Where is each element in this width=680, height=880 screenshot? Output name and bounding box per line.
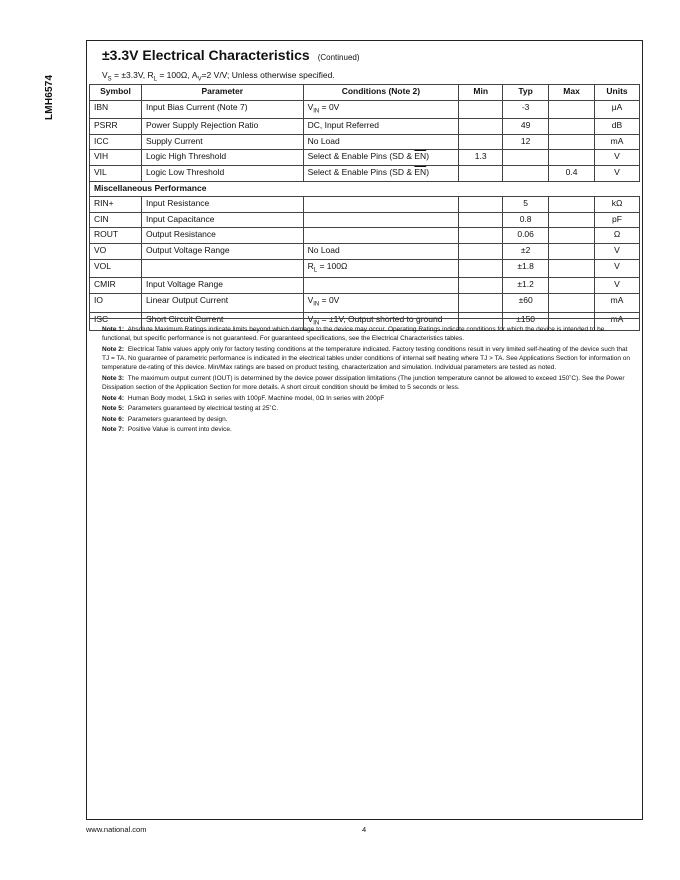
cond-pre: V [307,294,314,305]
footnote-text: Electrical Table values apply only for factory testing conditions at the temperature indicated. Factory testing conditions result in very limited self-heating of the device such that TJ = TA. No guarantee of parametric performance is indicated in the electrical tables under conditions of internal self heating where TJ > TA. See Applications Section for information on temperature de-rating of this device. Min/Max ratings are based on product testing, characterization and simulation. Individual parameters are tested as noted. [102,345,630,372]
header-symbol: Symbol [90,85,142,101]
cell-parameter: Logic Low Threshold [141,166,303,182]
cond-sub: IN [313,301,320,308]
cell-conditions [303,259,459,278]
cell-min [459,119,503,135]
cell-min [459,166,503,182]
cond-sub: V [197,76,202,83]
cond-pre: R [307,260,314,271]
cond-overline: $\overline{EN}$ [414,167,427,178]
cell-max [549,259,595,278]
cell-typ: 49 [503,119,549,135]
cell-typ: 5 [503,197,549,213]
cell-max [549,212,595,228]
cell-units: mA [595,312,640,331]
cell-units: μA [595,100,640,119]
cell-symbol: RIN+ [90,197,142,213]
header-parameter: Parameter [141,85,303,101]
cell-min [459,134,503,150]
cond-pre: DC, Input Referred [307,120,379,131]
cell-max [549,197,595,213]
footnote-text: Human Body model, 1.5kΩ in series with 100pF. Machine model, 0Ω In series with 200pF [127,394,385,402]
cond-text: =2 V/V; Unless otherwise specified. [201,70,335,80]
part-number-label: LMH6574 [44,74,55,120]
cell-min [459,212,503,228]
table-row [90,197,640,213]
footnote [102,394,632,403]
cell-max [549,244,595,260]
cell-typ: ±60 [503,293,549,312]
test-conditions [102,70,335,83]
cell-min [459,244,503,260]
cell-parameter: Input Voltage Range [141,278,303,294]
cell-parameter: Input Resistance [141,197,303,213]
cell-max [549,134,595,150]
cond-post: = ±1V, Output shorted to ground [319,313,443,324]
cell-symbol: IBN [90,100,142,119]
footnote [102,374,632,392]
cell-typ: ±150 [503,312,549,331]
cond-sub: IN [313,320,320,327]
cell-symbol: CIN [90,212,142,228]
cell-conditions [303,150,459,166]
table-row [90,150,640,166]
table-row [90,259,640,278]
cell-units: V [595,278,640,294]
section-row [90,181,640,197]
cell-conditions [303,119,459,135]
cell-typ [503,166,549,182]
table-row [90,293,640,312]
cell-conditions [303,166,459,182]
cell-symbol: CMIR [90,278,142,294]
footnote [102,325,632,343]
cond-sub: L [153,76,157,83]
cell-min [459,197,503,213]
table-row [90,244,640,260]
cond-sub: IN [313,108,320,115]
cell-conditions [303,134,459,150]
cond-text: = ±3.3V, R [111,70,154,80]
footnote-text: Parameters guaranteed by design. [127,415,228,423]
cond-pre: V [307,313,314,324]
cell-max [549,119,595,135]
footnote [102,425,632,434]
cell-units: V [595,244,640,260]
table-row [90,119,640,135]
cell-max [549,100,595,119]
footnote [102,415,632,424]
cell-parameter: Linear Output Current [141,293,303,312]
cond-pre: Select & Enable Pins (SD & [307,167,415,178]
cell-typ: -3 [503,100,549,119]
cell-conditions [303,278,459,294]
cond-post: ) [426,151,430,162]
table-row [90,166,640,182]
page-number: 4 [362,825,367,834]
cell-min [459,259,503,278]
cell-units: kΩ [595,197,640,213]
cell-symbol: VIL [90,166,142,182]
cond-post: = 0V [319,294,340,305]
cond-sub: L [313,267,318,274]
cell-min [459,278,503,294]
cell-symbol: VOL [90,259,142,278]
cell-min [459,228,503,244]
cell-typ: ±1.8 [503,259,549,278]
section-title [102,47,360,63]
cond-pre: Select & Enable Pins (SD & [307,151,415,162]
cell-typ: ±2 [503,244,549,260]
cell-max [549,150,595,166]
cell-conditions [303,100,459,119]
cell-units: mA [595,293,640,312]
cond-sub: S [107,76,112,83]
cond-post: = 100Ω [317,260,348,271]
cell-symbol: PSRR [90,119,142,135]
footnote-text: Parameters guaranteed by electrical testing at 25˚C. [127,405,279,413]
cell-parameter: Output Resistance [141,228,303,244]
cell-units: Ω [595,228,640,244]
footer-website: www.national.com [86,825,147,834]
title-continued: (Continued) [317,53,360,62]
cell-typ: 12 [503,134,549,150]
cond-text: V [102,70,108,80]
cell-symbol: ROUT [90,228,142,244]
cond-text: = 100Ω, A [156,70,198,80]
cell-min: 1.3 [459,150,503,166]
table-row [90,212,640,228]
footnote-label: Note 6: [102,415,125,423]
cell-symbol: VO [90,244,142,260]
cell-parameter: Input Capacitance [141,212,303,228]
cell-conditions [303,293,459,312]
cell-min [459,100,503,119]
cond-post: ) [426,167,430,178]
cell-parameter: Short Circuit Current [141,312,303,331]
cell-units: V [595,259,640,278]
table-row [90,278,640,294]
cell-typ: 0.8 [503,212,549,228]
table-row [90,134,640,150]
footnote-text: Positive Value is current into device. [127,426,232,434]
footnote-text: Absolute Maximum Ratings indicate limits beyond which damage to the device may occur. Operating Ratings indicate conditions for which the device is intended to be functional, but specific performance is not guaranteed. For guaranteed specifications, see the Electrical Characteristics tables. [102,326,605,343]
footnote-text: The maximum output current (IOUT) is determined by the device power dissipation limitations (The junction temperature cannot be allowed to exceed 150˚C). See the Power Dissipation section of the Application Section for more details. A short circuit condition should be limited to 5 seconds or less. [102,374,625,391]
cell-typ: 0.06 [503,228,549,244]
footnote-label: Note 2: [102,345,125,353]
cell-parameter: Logic High Threshold [141,150,303,166]
footnote-label: Note 3: [102,374,125,382]
cell-symbol: ISC [90,312,142,331]
cell-max: 0.4 [549,166,595,182]
cell-parameter: Output Voltage Range [141,244,303,260]
cell-conditions [303,212,459,228]
header-typ: Typ [503,85,549,101]
footnote-label: Note 5: [102,405,125,413]
header-max: Max [549,85,595,101]
table-row [90,100,640,119]
cell-conditions [303,244,459,260]
header-min: Min [459,85,503,101]
cell-max [549,278,595,294]
table-row [90,228,640,244]
cell-units: mA [595,134,640,150]
section-title-misc: Miscellaneous Performance [90,181,640,197]
cond-pre: No Load [307,245,340,256]
cond-overline: $\overline{EN}$ [414,151,427,162]
cell-symbol: VIH [90,150,142,166]
table-header-row [90,85,640,101]
cell-typ [503,150,549,166]
cell-parameter: Power Supply Rejection Ratio [141,119,303,135]
cell-parameter: Input Bias Current (Note 7) [141,100,303,119]
cell-parameter: Supply Current [141,134,303,150]
cond-pre: V [307,101,314,112]
cell-max [549,228,595,244]
footnote-label: Note 4: [102,394,125,402]
electrical-characteristics-table [89,84,640,331]
footnote-label: Note 1: [102,326,125,333]
cond-post: = 0V [319,101,340,112]
cell-units: dB [595,119,640,135]
cell-parameter [141,259,303,278]
cell-units: V [595,166,640,182]
cell-conditions [303,197,459,213]
cell-units: pF [595,212,640,228]
header-units: Units [595,85,640,101]
cell-conditions [303,228,459,244]
cell-typ: ±1.2 [503,278,549,294]
footnote-label: Note 7: [102,426,125,434]
cond-pre: No Load [307,135,340,146]
cell-units: V [595,150,640,166]
footnote [102,404,632,413]
cell-max [549,293,595,312]
footnote [102,345,632,373]
cell-symbol: IO [90,293,142,312]
title-text: ±3.3V Electrical Characteristics [102,47,310,63]
cell-symbol: ICC [90,134,142,150]
header-conditions: Conditions (Note 2) [303,85,459,101]
notes-block [102,325,632,436]
cell-min [459,293,503,312]
notes-divider [89,318,640,319]
